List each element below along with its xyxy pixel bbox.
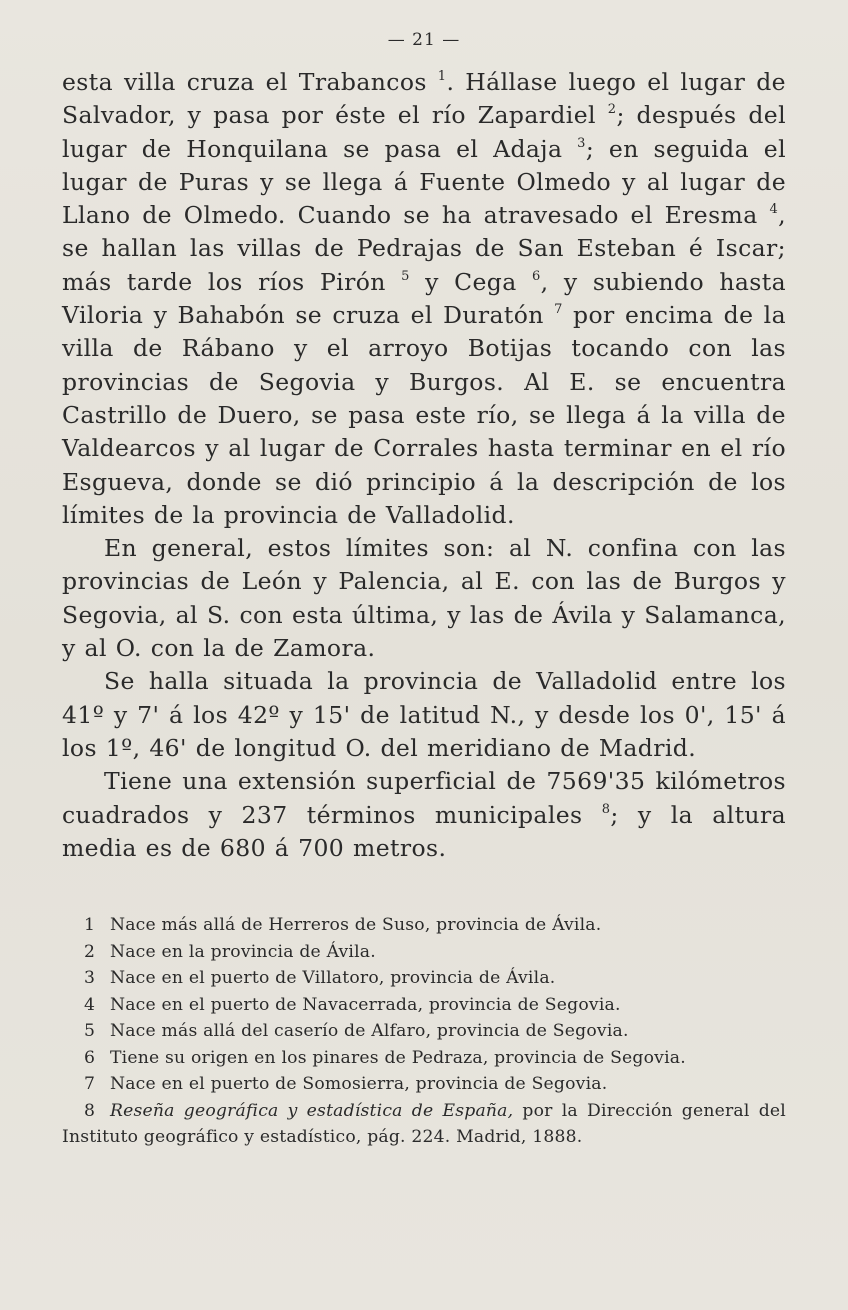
text-run: ; y la altura media es de 680 á 700 metros. xyxy=(62,800,786,862)
text-run: , y subiendo hasta Viloria y Bahabón se cruza el Duratón xyxy=(62,267,787,330)
footnote-text: Nace más allá de Herreros de Suso, provincia de Ávila. xyxy=(110,915,602,936)
footnote xyxy=(62,965,786,992)
footnote-text: Nace en la provincia de Ávila. xyxy=(110,941,376,962)
text-run: y Cega xyxy=(409,267,532,296)
footnote-reference: 8 xyxy=(601,801,611,817)
footnote-reference: 2 xyxy=(607,102,617,118)
footnote-text: por la Dirección general del Instituto geográfico y estadístico, pág. 224. Madrid, 1888. xyxy=(62,1100,786,1148)
footnote-number: 7 xyxy=(84,1074,96,1095)
footnote xyxy=(62,1018,786,1045)
text-run: . Hállase luego el lugar de Salvador, y pasa por éste el río Zapardiel xyxy=(62,68,786,130)
page-number: — 21 — xyxy=(387,30,461,50)
footnote-reference: 6 xyxy=(531,268,541,284)
paragraph xyxy=(62,665,786,765)
footnote-italic-title: Reseña geográfica y estadística de España, xyxy=(110,1100,514,1121)
paragraph xyxy=(62,532,786,665)
main-text xyxy=(62,66,786,865)
footnote-number: 4 xyxy=(84,994,96,1015)
text-run: por encima de la villa de Rábano y el arroyo Botijas tocando con las provincias de Segovia y Burgos. Al E. se encuentra Castrillo de Duero, se pasa este río, se llega á la villa de Valdearcos y al lugar de Corrales hasta terminar en el río Esgueva, donde se dió principio á la descripción de los límites de la provincia de Valladolid. xyxy=(62,301,786,529)
footnote xyxy=(62,1098,786,1151)
text-run: Tiene una extensión superficial de 7569'35 kilómetros cuadrados y 237 términos municipales xyxy=(62,767,786,829)
footnote-reference: 5 xyxy=(401,268,410,284)
footnote-text: Nace en el puerto de Villatoro, provincia de Ávila. xyxy=(110,968,556,989)
paragraph xyxy=(62,765,786,865)
footnote-reference: 4 xyxy=(769,202,779,218)
footnote-text: Nace en el puerto de Navacerrada, provincia de Segovia. xyxy=(110,994,621,1015)
text-run: Se halla situada la provincia de Valladolid entre los 41º y 7' á los 42º y 15' de latitud N., y desde los 0', 15' á los 1º, 46' de longitud O. del meridiano de Madrid. xyxy=(62,667,786,762)
text-run: esta villa cruza el Trabancos xyxy=(62,68,438,96)
text-run: ; después del lugar de Honquilana se pasa el Adaja xyxy=(62,101,786,163)
footnote-reference: 1 xyxy=(437,69,447,84)
footnote-reference: 7 xyxy=(554,302,563,318)
footnote-number: 6 xyxy=(84,1047,96,1068)
text-run: , se hallan las villas de Pedrajas de San Esteban é Iscar; más tarde los ríos Pirón xyxy=(62,201,786,296)
footnote xyxy=(62,1045,786,1072)
footnote-text: Nace más allá del caserío de Alfaro, provincia de Segovia. xyxy=(110,1021,629,1042)
footnote-number: 1 xyxy=(84,915,96,936)
text-run: ; en seguida el lugar de Puras y se llega á Fuente Olmedo y al lugar de Llano de Olmedo. Cuando se ha atravesado el Eresma xyxy=(62,134,786,230)
footnote xyxy=(62,1071,786,1098)
footnotes xyxy=(62,912,786,1151)
footnote-text: Tiene su origen en los pinares de Pedraza, provincia de Segovia. xyxy=(110,1047,686,1068)
footnote-number: 3 xyxy=(84,968,96,989)
footnote-number: 5 xyxy=(84,1021,96,1042)
footnote xyxy=(62,992,786,1019)
text-run: En general, estos límites son: al N. confina con las provincias de León y Palencia, al E. con las de Burgos y Segovia, al S. con esta última, y las de Ávila y Salamanca, y al O. con la de Zamora. xyxy=(62,534,786,663)
paragraph xyxy=(62,66,786,532)
footnote-number: 2 xyxy=(84,941,96,962)
footnote-text: Nace en el puerto de Somosierra, provincia de Segovia. xyxy=(110,1074,608,1095)
footnote xyxy=(62,939,786,966)
footnote-reference: 3 xyxy=(577,135,586,151)
footnote-number: 8 xyxy=(84,1100,96,1121)
footnote xyxy=(62,912,786,939)
